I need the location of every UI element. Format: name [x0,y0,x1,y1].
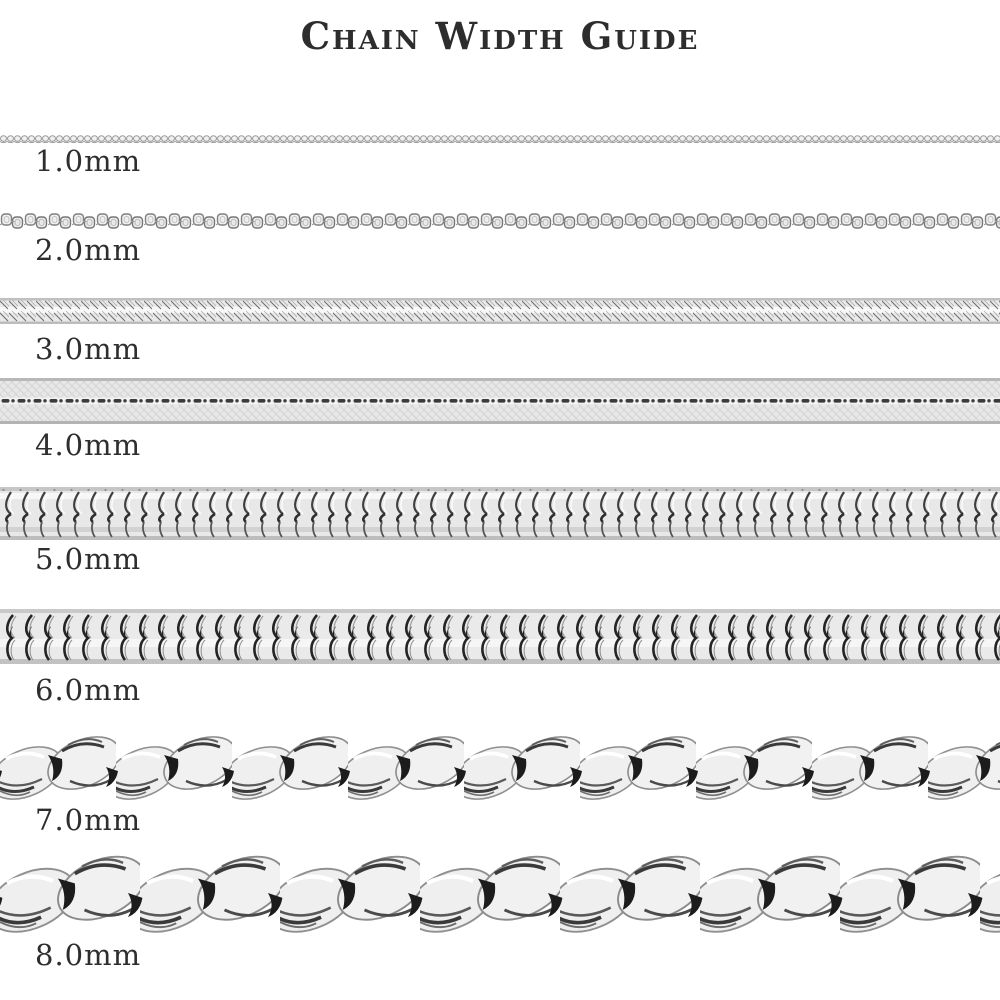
page-title: Chain Width Guide [300,14,700,58]
chain-photo-snake-5mm [0,487,1000,540]
chain-photo-rope-7mm [0,733,1000,803]
chain-photo-snake-4mm [0,378,1000,424]
chain-photo-snake-6mm [0,609,1000,664]
chain-photo-snake-3mm [0,298,1000,324]
chain-size-label-7mm: 7.0mm [35,803,142,837]
chain-size-label-1mm: 1.0mm [35,144,142,178]
chain-photo-rope-8mm [0,852,1000,937]
chain-photo-box-1mm [0,134,1000,144]
chain-size-label-8mm: 8.0mm [35,938,142,972]
chain-size-label-2mm: 2.0mm [35,233,142,267]
chain-size-label-3mm: 3.0mm [35,332,142,366]
chain-size-label-6mm: 6.0mm [35,673,142,707]
chain-photo-box-2mm [0,212,1000,230]
chain-size-label-5mm: 5.0mm [35,542,142,576]
chain-size-label-4mm: 4.0mm [35,428,142,462]
